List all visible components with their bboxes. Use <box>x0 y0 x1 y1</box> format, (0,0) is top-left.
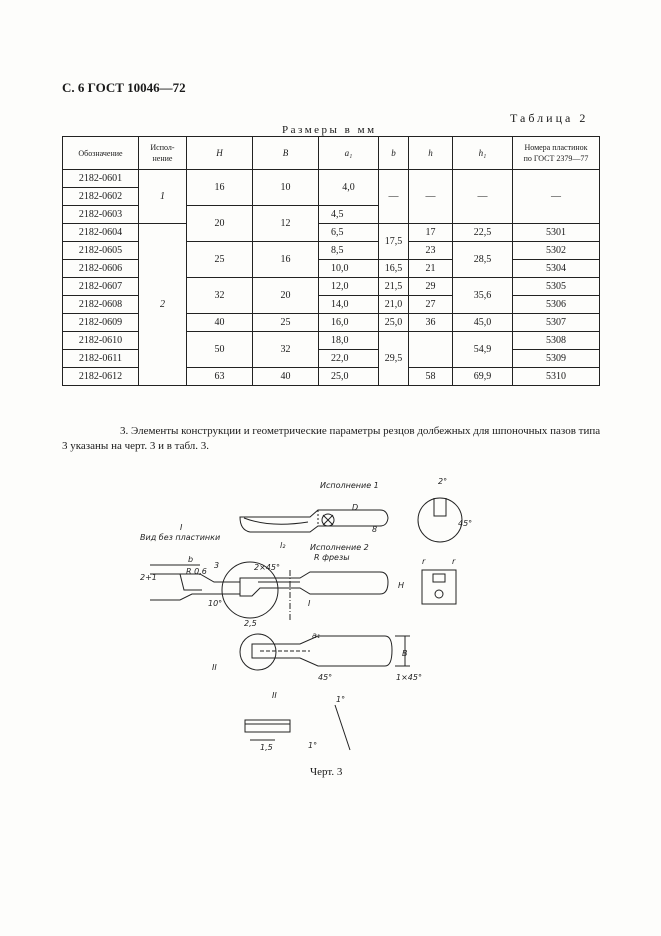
cell-B: 12 <box>253 206 319 242</box>
cell-h1: 69,9 <box>453 368 513 386</box>
cell-H: 25 <box>187 242 253 278</box>
end-view-square <box>422 570 456 604</box>
cell-B: 25 <box>253 314 319 332</box>
cell-h: 29 <box>409 278 453 296</box>
cell-plate: 5306 <box>513 296 600 314</box>
label-roman2-b: II <box>272 691 277 700</box>
cell-h: 36 <box>409 314 453 332</box>
label-r06: R 0,6 <box>186 567 207 576</box>
cell-code: 2182-0604 <box>63 224 139 242</box>
label-d: D <box>352 503 359 512</box>
cell-code: 2182-0605 <box>63 242 139 260</box>
label-roman1-b: I <box>308 599 311 608</box>
cell-plate: 5310 <box>513 368 600 386</box>
cell-code: 2182-0612 <box>63 368 139 386</box>
cell-plate: 5302 <box>513 242 600 260</box>
cell-H: 50 <box>187 332 253 368</box>
cell-a1: 18,0 <box>319 332 379 350</box>
table-header-row <box>63 137 600 170</box>
end-view-round <box>418 498 462 542</box>
label-b: B <box>402 649 408 658</box>
col-header-h1: h₁ <box>453 137 513 170</box>
cell-B: 10 <box>253 170 319 206</box>
label-a1: a₁ <box>312 631 321 640</box>
cell-code: 2182-0603 <box>63 206 139 224</box>
cell-ispolnenie: 2 <box>139 224 187 386</box>
cell-code: 2182-0609 <box>63 314 139 332</box>
cell-H: 16 <box>187 170 253 206</box>
cell-h1: 54,9 <box>453 332 513 368</box>
cell-B: 20 <box>253 278 319 314</box>
table-caption: Размеры в мм <box>282 124 377 136</box>
cell-B: 16 <box>253 242 319 278</box>
cell-h: 17 <box>409 224 453 242</box>
cell-a1: 12,0 <box>319 278 379 296</box>
cell-plate: 5304 <box>513 260 600 278</box>
cell-plate: 5301 <box>513 224 600 242</box>
label-roman1-a: I <box>180 523 183 532</box>
cell-H: 20 <box>187 206 253 242</box>
cell-plate: 5307 <box>513 314 600 332</box>
label-two-plus1: 2+1 <box>140 573 157 582</box>
label-roman2-a: II <box>212 663 217 672</box>
cell-plate: — <box>513 170 600 224</box>
cell-a1: 8,5 <box>319 242 379 260</box>
cell-plate: 5309 <box>513 350 600 368</box>
cell-b: — <box>379 170 409 224</box>
cell-a1: 10,0 <box>319 260 379 278</box>
cell-a1: 14,0 <box>319 296 379 314</box>
label-r-a: r <box>422 557 426 566</box>
cell-a1: 4,5 <box>319 206 379 224</box>
col-header-ispolnenie: Испол- нение <box>139 137 187 170</box>
label-eight: 8 <box>372 525 378 534</box>
label-r-b: r <box>452 557 456 566</box>
col-header-h: h <box>409 137 453 170</box>
cell-code: 2182-0606 <box>63 260 139 278</box>
cell-h: 21 <box>409 260 453 278</box>
page-title: С. 6 ГОСТ 10046—72 <box>62 80 186 95</box>
cell-b: 16,5 <box>379 260 409 278</box>
col-header-h-big: H <box>187 137 253 170</box>
cell-h1: 35,6 <box>453 278 513 314</box>
technical-drawing <box>140 470 480 760</box>
label-forty5b: 45° <box>318 673 333 682</box>
cell-code: 2182-0611 <box>63 350 139 368</box>
cell-b: 21,0 <box>379 296 409 314</box>
label-isp2: Исполнение 2 <box>310 543 369 552</box>
label-ten: 10° <box>208 599 223 608</box>
cell-h: 58 <box>409 368 453 386</box>
cell-a1: 22,0 <box>319 350 379 368</box>
label-rfrezy: R фрезы <box>314 553 350 562</box>
cell-h: 23 <box>409 242 453 260</box>
cell-code: 2182-0602 <box>63 188 139 206</box>
cell-B: 32 <box>253 332 319 368</box>
cell-code: 2182-0607 <box>63 278 139 296</box>
tool-isp2 <box>222 562 388 620</box>
cell-a1: 6,5 <box>319 224 379 242</box>
cell-b: 25,0 <box>379 314 409 332</box>
cell-code: 2182-0608 <box>63 296 139 314</box>
cell-b: 17,5 <box>379 224 409 260</box>
cell-b: 21,5 <box>379 278 409 296</box>
cell-h: — <box>409 170 453 224</box>
tool-top-view <box>240 634 410 670</box>
tool-isp1 <box>240 510 388 532</box>
table-row <box>63 170 600 188</box>
cell-code: 2182-0601 <box>63 170 139 188</box>
cell-H: 32 <box>187 278 253 314</box>
figure-caption: Черт. 3 <box>310 766 343 778</box>
cell-h: 27 <box>409 296 453 314</box>
label-two45: 2×45° <box>254 563 280 572</box>
cell-h1: 22,5 <box>453 224 513 242</box>
cell-H: 63 <box>187 368 253 386</box>
cell-h1: 45,0 <box>453 314 513 332</box>
cell-a1: 16,0 <box>319 314 379 332</box>
body-paragraph: 3. Элементы конструкции и геометрические параметры резцов долбежных для шпоночных пазов типа 3 указаны на черт. 3 и в табл. 3. <box>62 425 601 452</box>
cell-plate: 5305 <box>513 278 600 296</box>
cell-b: 29,5 <box>379 332 409 386</box>
cell-h1: 28,5 <box>453 242 513 278</box>
cell-B: 40 <box>253 368 319 386</box>
col-header-b: b <box>379 137 409 170</box>
label-forty5a: 45° <box>458 519 473 528</box>
label-b-small: b <box>188 555 194 564</box>
dimensions-table <box>62 136 600 386</box>
label-one-a: 1° <box>336 695 346 704</box>
cell-H: 40 <box>187 314 253 332</box>
col-header-plate: Номера пластинок по ГОСТ 2379—77 <box>513 137 600 170</box>
label-h: H <box>398 581 405 590</box>
label-vid: Вид без пластинки <box>140 533 221 542</box>
cell-h1: — <box>453 170 513 224</box>
col-header-a1: a₁ <box>319 137 379 170</box>
label-two: 2° <box>438 477 448 486</box>
label-chamfer: 1×45° <box>396 673 422 682</box>
label-twentyfive: 2,5 <box>244 619 257 628</box>
cell-a1: 4,0 <box>319 170 379 206</box>
cell-code: 2182-0610 <box>63 332 139 350</box>
col-header-b-big: B <box>253 137 319 170</box>
cell-plate: 5308 <box>513 332 600 350</box>
col-header-code: Обозначение <box>63 137 139 170</box>
label-one5: 1,5 <box>260 743 273 752</box>
table-label: Таблица 2 <box>510 111 589 125</box>
cell-h <box>409 332 453 368</box>
label-one-b: 1° <box>308 741 318 750</box>
cell-ispolnenie: 1 <box>139 170 187 224</box>
label-three: 3 <box>214 561 220 570</box>
table-row <box>63 224 600 242</box>
label-isp1: Исполнение 1 <box>320 481 379 490</box>
cell-a1: 25,0 <box>319 368 379 386</box>
label-l2: l₂ <box>280 541 286 550</box>
